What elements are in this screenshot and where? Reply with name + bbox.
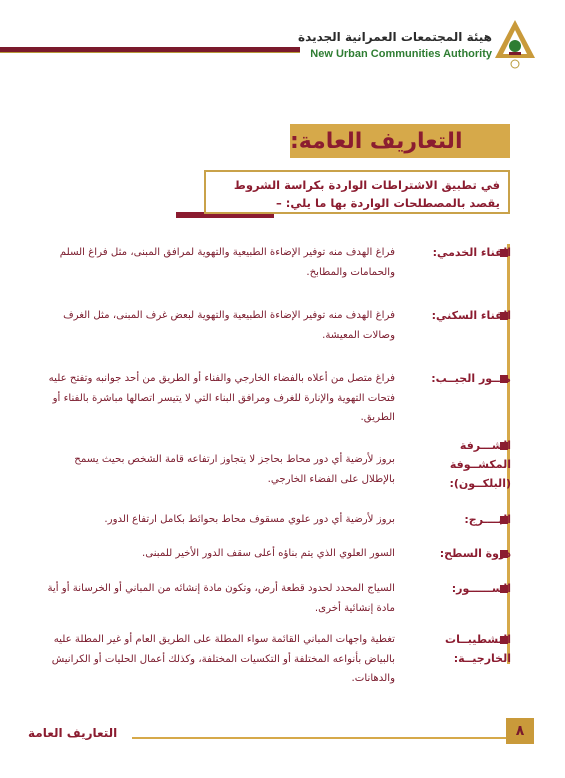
org-name-english: New Urban Communities Authority	[310, 48, 492, 60]
definition-term: البــــرج:	[464, 513, 511, 526]
org-name-arabic: هيئة المجتمعات العمرانية الجديدة	[298, 30, 492, 44]
intro-box	[204, 170, 510, 214]
definition-description: السياج المحدد لحدود قطعة أرض، وتكون مادة إنشائه من المباني أو الخرسانة أو أية مادة إنشائية أخرى.	[47, 583, 395, 614]
header-rule-accent	[0, 52, 300, 53]
page-number: ٨	[506, 718, 534, 744]
definition-description: السور العلوي الذي يتم بناؤه أعلى سقف الدور الأخير للمبنى.	[141, 548, 395, 559]
definition-description: فراغ الهدف منه توفير الإضاءة الطبيعية والتهوية لبعض غرف المبنى، مثل الغرف وصالات المعيشة.	[63, 310, 395, 341]
definition-description: بروز لأرضية أي دور علوي مسقوف محاط بحوائط بكامل ارتفاع الدور.	[104, 514, 395, 525]
footer-rule	[132, 737, 506, 739]
definition-term: التشطيبــات الخارجيــة:	[445, 633, 511, 665]
definition-term: دروة السطح:	[439, 547, 511, 560]
definition-term: الشـــرفة المكشــوفة (البلكــون):	[449, 439, 511, 490]
footer-section-title: التعاريف العامة	[28, 726, 118, 740]
definition-description: فراغ الهدف منه توفير الإضاءة الطبيعية والتهوية لمرافق المبنى، مثل فراغ السلم والحمامات والمطابخ.	[59, 247, 395, 278]
intro-line-2: يقصد بالمصطلحات الواردة بها ما يلي: –	[275, 196, 500, 210]
definition-term: الســــــور:	[451, 582, 511, 595]
page-title: التعاريف العامة:	[290, 128, 463, 154]
page-title-band	[290, 124, 510, 158]
definition-description: فراغ متصل من أعلاه بالفضاء الخارجي والفناء أو الطريق من أحد جوانبه وتفتح عليه فتحات التهوية والإنارة للغرف ومرافق البناء التي لا يتيسر اتصالها مباشرة بالفناء أو الطريق.	[48, 373, 395, 423]
definition-term: الفناء الخدمي:	[432, 246, 511, 259]
intro-line-1: في تطبيق الاشتراطات الواردة بكراسة الشروط	[233, 178, 500, 192]
definition-term: منــور الجيــب:	[431, 372, 511, 385]
authority-logo-icon	[493, 18, 537, 70]
definition-term: الفناء السكني:	[431, 309, 511, 322]
definition-description: بروز لأرضية أي دور محاط بحاجز لا يتجاوز ارتفاعه قامة الشخص بحيث يسمح بالإطلال على الفضاء الخارجي.	[74, 454, 395, 485]
definition-description: تغطية واجهات المباني القائمة سواء المطلة على الطريق العام أو غير المطلة عليه بالبياض بأنواعه المختلفة أو التكسيات المختلفة، وكذلك أعمال الحليات أو الكرانيش والدهانات.	[51, 634, 395, 684]
